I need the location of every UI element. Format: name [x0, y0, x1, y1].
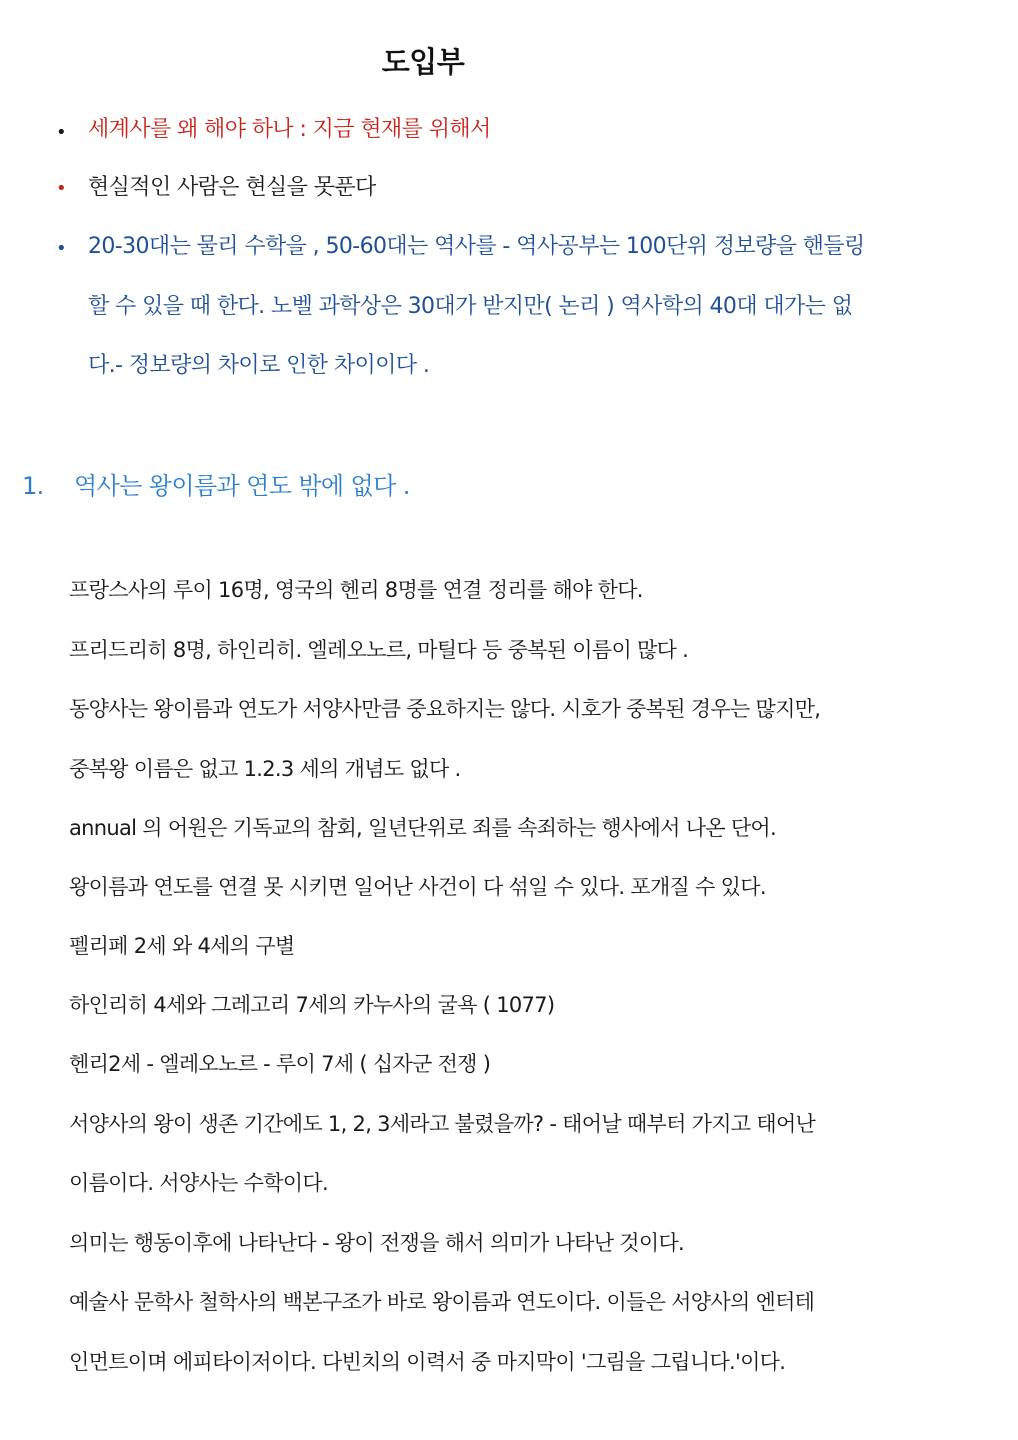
paragraph-line: 인먼트이며 에피타이저이다. 다빈치의 이력서 중 마지막이 '그림을 그립니다.'이다.: [69, 1350, 786, 1374]
section-heading: [22, 466, 410, 501]
section-number: 1.: [22, 472, 44, 500]
paragraph-line: 예술사 문학사 철학사의 백본구조가 바로 왕이름과 연도이다. 이들은 서양사의 엔터테: [69, 1290, 815, 1314]
paragraph-line: 헨리2세 - 엘레오노르 - 루이 7세 ( 십자군 전쟁 ): [69, 1052, 491, 1076]
paragraph-line: 의미는 행동이후에 나타난다 - 왕이 전쟁을 해서 의미가 나타난 것이다.: [69, 1231, 685, 1255]
paragraph-line: annual 의 어원은 기독교의 참회, 일년단위로 죄를 속죄하는 행사에서 나온 단어.: [69, 816, 776, 840]
paragraph-line: 프랑스사의 루이 16명, 영국의 헨리 8명를 연결 정리를 해야 한다.: [69, 578, 643, 602]
paragraph-line: 서양사의 왕이 생존 기간에도 1, 2, 3세라고 불렸을까? - 태어날 때부터 가지고 태어난: [69, 1112, 816, 1136]
paragraph-line: 하인리히 4세와 그레고리 7세의 카누사의 굴욕 ( 1077): [69, 993, 555, 1017]
bullet-item-realist: 현실적인 사람은 현실을 못푼다: [88, 175, 376, 200]
bullet-item-age-line-2: 할 수 있을 때 한다. 노벨 과학상은 30대가 받지만( 논리 ) 역사학의 40대 대가는 없: [88, 294, 853, 319]
paragraph-line: 동양사는 왕이름과 연도가 서양사만큼 중요하지는 않다. 시호가 중복된 경우는 많지만,: [69, 697, 821, 721]
paragraph-line: 왕이름과 연도를 연결 못 시키면 일어난 사건이 다 섞일 수 있다. 포개질 수 있다.: [69, 875, 766, 899]
bullet-item-age-line-3: 다.- 정보량의 차이로 인한 차이이다 .: [88, 353, 430, 378]
paragraph-line: 펠리페 2세 와 4세의 구별: [69, 934, 295, 958]
paragraph-line: 이름이다. 서양사는 수학이다.: [69, 1171, 328, 1195]
bullet-item-age-line-1: 20-30대는 물리 수학을 , 50-60대는 역사를 - 역사공부는 100단위 정보량을 핸들링: [88, 234, 865, 259]
paragraph-line: 프리드리히 8명, 하인리히. 엘레오노르, 마틸다 등 중복된 이름이 많다 .: [69, 638, 689, 662]
section-title: 역사는 왕이름과 연도 밖에 없다 .: [74, 472, 410, 500]
paragraph-line: 중복왕 이름은 없고 1.2.3 세의 개념도 없다 .: [69, 757, 461, 781]
page-title: 도입부: [381, 45, 465, 79]
bullet-marker: •: [56, 238, 67, 259]
bullet-marker: •: [56, 122, 67, 143]
bullet-item-why-world-history: 세계사를 왜 해야 하나 : 지금 현재를 위해서: [88, 117, 491, 142]
bullet-marker: •: [56, 178, 67, 199]
